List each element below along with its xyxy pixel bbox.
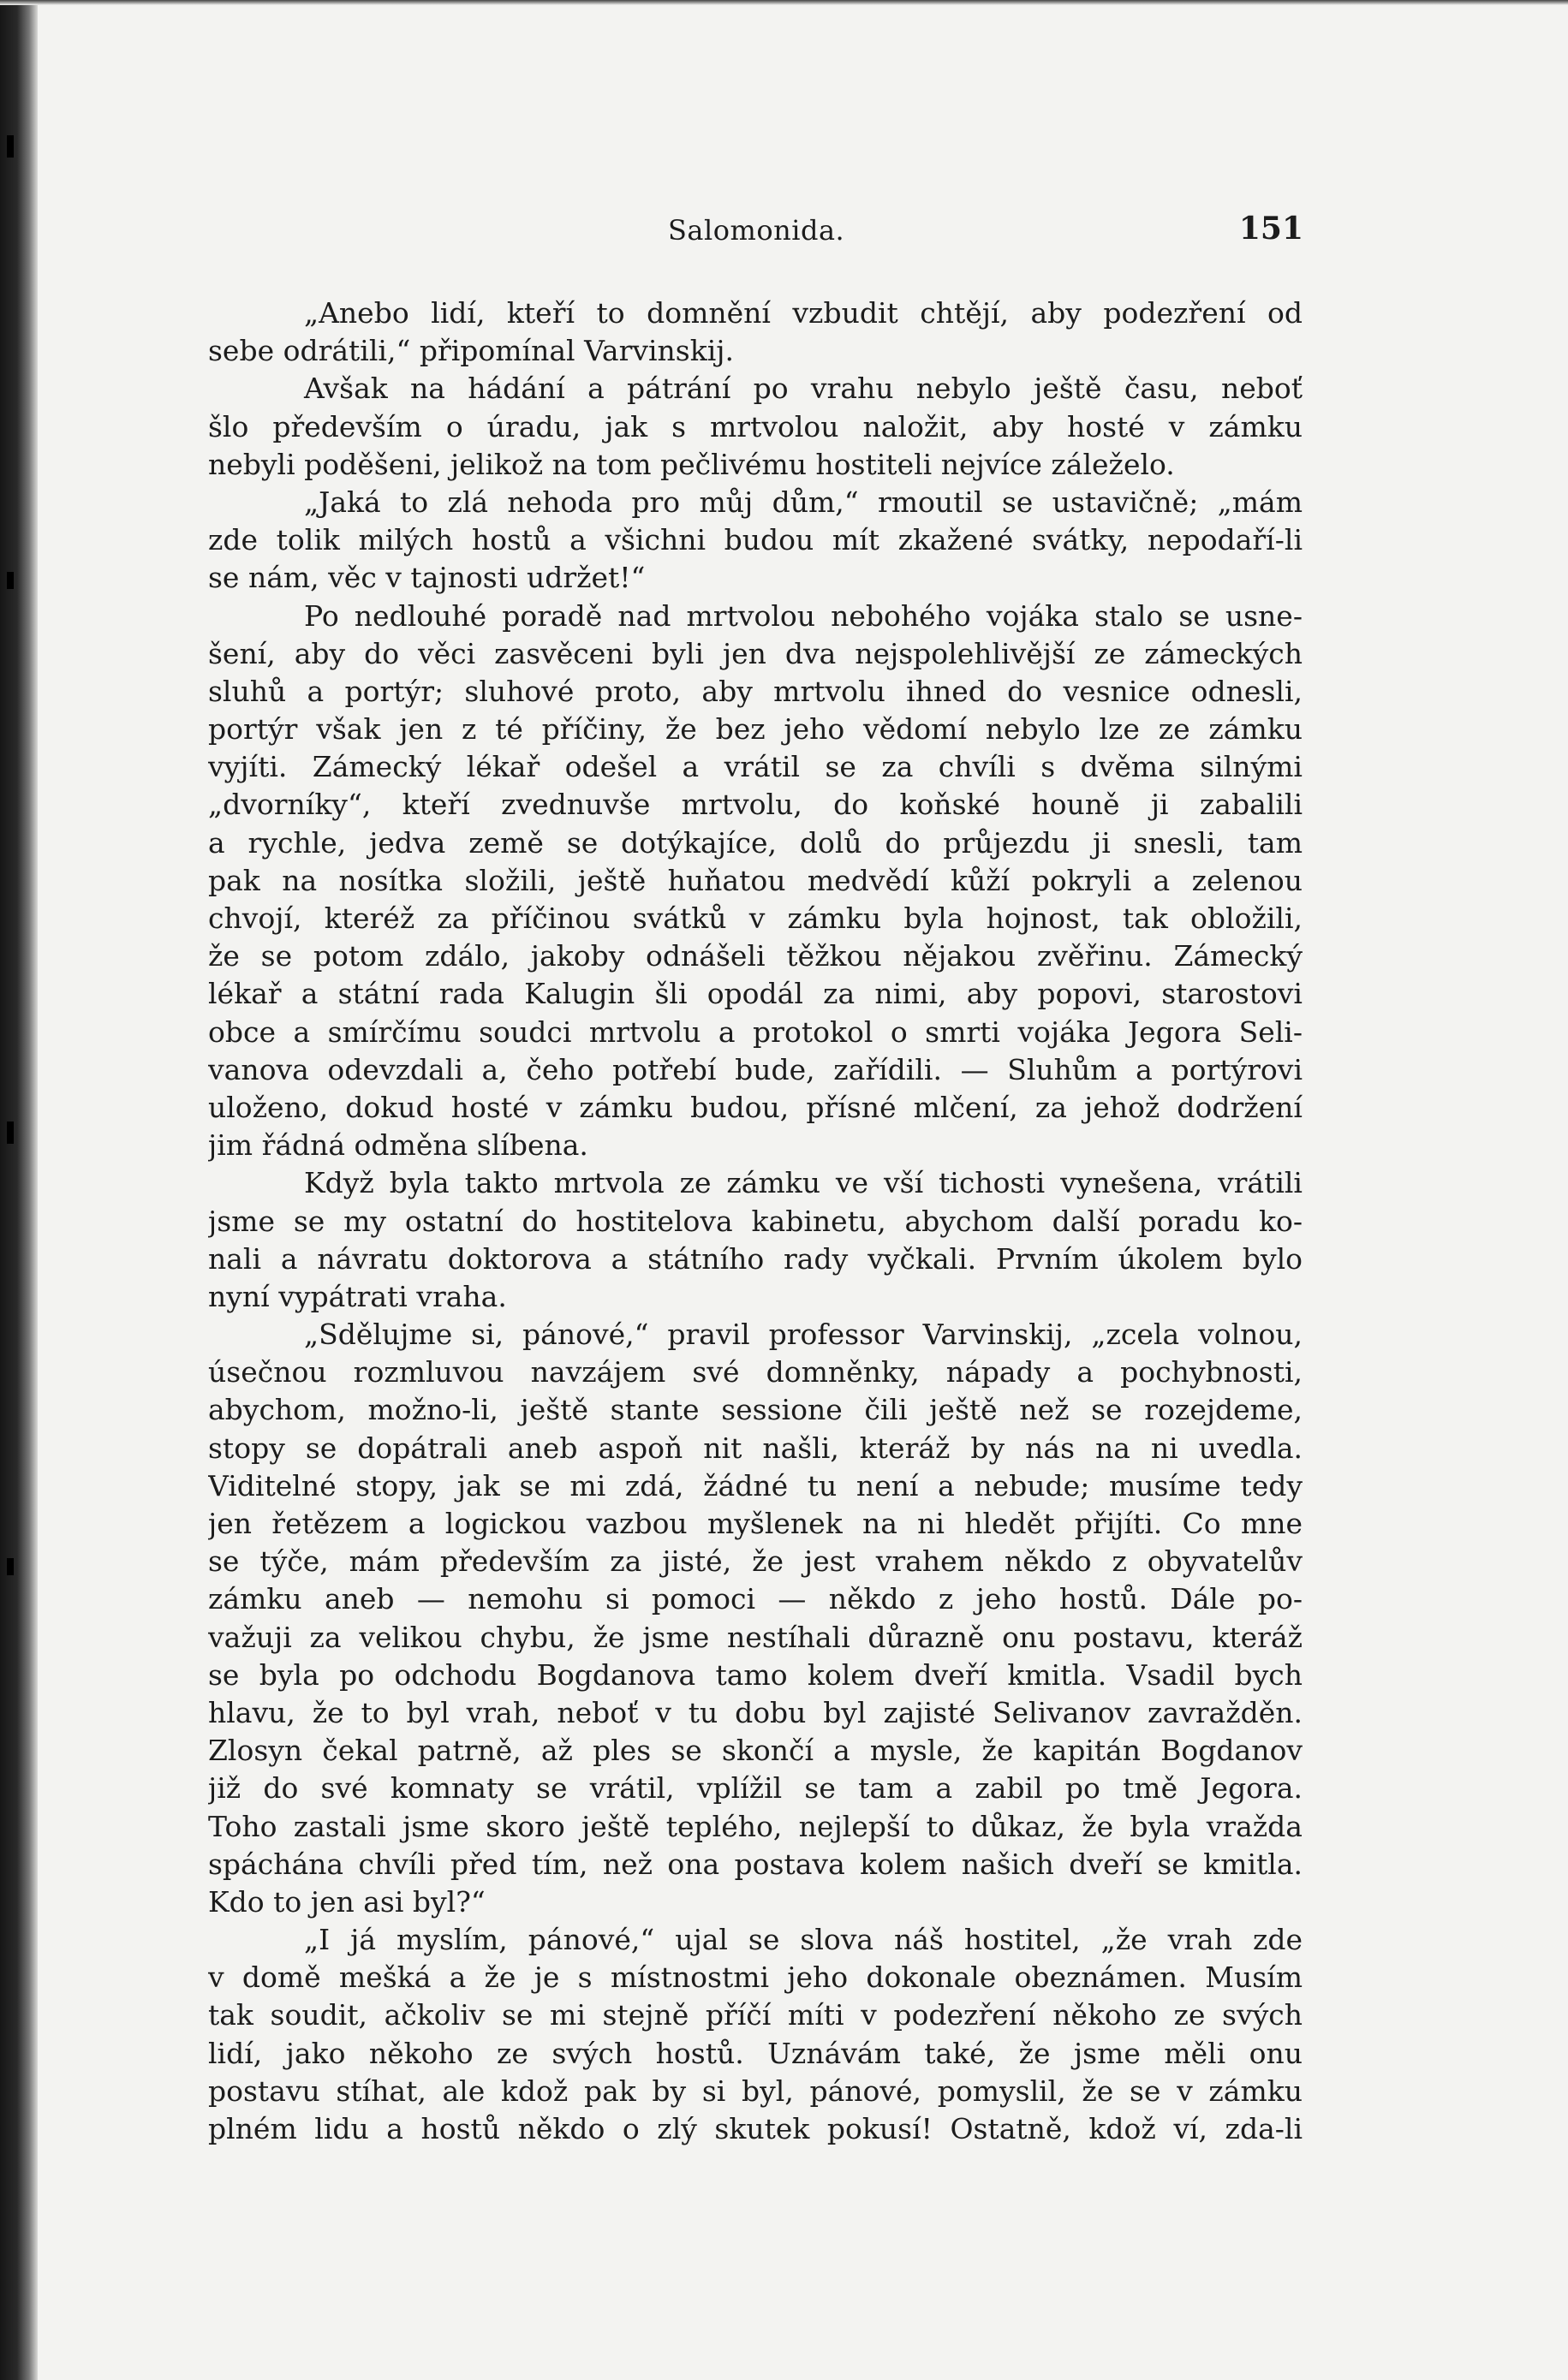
text-line: „Anebo lidí, kteří to domnění vzbudit chtějí, aby podezření od	[304, 296, 1303, 330]
text-line: vanova odevzdali a, čeho potřebí bude, zařídili. — Sluhům a portýrovi	[208, 1052, 1303, 1086]
text-line: již do své komnaty se vrátil, vplížil se tam a zabil po tmě Jegora.	[208, 1771, 1303, 1806]
text-line: sebe odrátili,“ připomínal Varvinskij.	[208, 334, 734, 368]
text-line: zámku aneb — nemohu si pomoci — někdo z jeho hostů. Dále po-	[208, 1582, 1303, 1616]
text-line: postavu stíhat, ale kdož pak by si byl, pánové, pomyslil, že se v zámku	[208, 2074, 1303, 2108]
text-line: portýr však jen z té příčiny, že bez jeho vědomí nebylo lze ze zámku	[208, 712, 1303, 747]
scan-mark	[7, 1558, 14, 1575]
text-line: Kdo to jen asi byl?“	[208, 1884, 486, 1919]
text-line: tak soudit, ačkoliv se mi stejně příčí míti v podezření někoho ze svých	[208, 1998, 1303, 2032]
text-line: lidí, jako někoho ze svých hostů. Uznávám také, že jsme měli onu	[208, 2036, 1303, 2070]
text-line: jen řetězem a logickou vazbou myšlenek na ni hledět přijíti. Co mne	[208, 1507, 1303, 1540]
text-line: „Sdělujme si, pánové,“ pravil professor Varvinskij, „zcela volnou,	[304, 1318, 1303, 1352]
text-line: že se potom zdálo, jakoby odnášeli těžkou nějakou zvěřinu. Zámecký	[208, 939, 1303, 973]
scan-page-edge	[0, 0, 38, 2380]
text-line: Zlosyn čekal patrně, až ples se skončí a mysle, že kapitán Bogdanov	[208, 1734, 1303, 1768]
text-line: „I já myslím, pánové,“ ujal se slova náš hostitel, „že vrah zde	[304, 1923, 1303, 1957]
scan-mark	[7, 572, 14, 589]
scan-mark	[7, 135, 14, 158]
text-line: „dvorníky“, kteří zvednuvše mrtvolu, do koňské houně ji zabalili	[208, 788, 1303, 822]
text-line: plném lidu a hostů někdo o zlý skutek pokusí! Ostatně, kdož ví, zda-li	[208, 2112, 1303, 2145]
text-line: chvojí, kteréž za příčinou svátků v zámku byla hojnost, tak obložili,	[208, 901, 1303, 935]
text-line: vyjíti. Zámecký lékař odešel a vrátil se za chvíli s dvěma silnými	[208, 750, 1303, 784]
text-line: jim řádná odměna slíbena.	[208, 1128, 588, 1163]
text-line: zde tolik milých hostů a všichni budou mít zkažené svátky, nepodaří-li	[208, 523, 1303, 557]
running-title: Salomonida.	[668, 214, 845, 247]
text-line: úsečnou rozmluvou navzájem své domněnky, nápady a pochybnosti,	[208, 1355, 1303, 1389]
text-line: šení, aby do věci zasvěceni byli jen dva nejspolehlivější ze zámeckých	[208, 636, 1303, 670]
text-line: jsme se my ostatní do hostitelova kabinetu, abychom další poradu ko-	[208, 1204, 1303, 1238]
text-line: nebyli poděšeni, jelikož na tom pečlivému hostiteli nejvíce záleželo.	[208, 447, 1175, 481]
text-line: spáchána chvíli před tím, než ona postava kolem našich dveří se kmitla.	[208, 1847, 1303, 1881]
scan-mark	[7, 1122, 14, 1144]
text-line: važuji za velikou chybu, že jsme nestíhali důrazně onu postavu, kteráž	[208, 1620, 1303, 1654]
text-line: sluhů a portýr; sluhové proto, aby mrtvolu ihned do vesnice odnesli,	[208, 674, 1303, 708]
text-line: šlo především o úradu, jak s mrtvolou naložit, aby hosté v zámku	[208, 409, 1303, 443]
text-line: nali a návratu doktorova a státního rady vyčkali. Prvním úkolem bylo	[208, 1241, 1303, 1276]
text-line: abychom, možno-li, ještě stante sessione čili ještě než se rozejdeme,	[208, 1393, 1303, 1427]
text-line: lékař a státní rada Kalugin šli opodál za nimi, aby popovi, starostovi	[208, 977, 1303, 1011]
text-line: Viditelné stopy, jak se mi zdá, žádné tu není a nebude; musíme tedy	[208, 1468, 1303, 1502]
text-line: Toho zastali jsme skoro ještě teplého, nejlepší to důkaz, že byla vražda	[208, 1809, 1303, 1843]
body-text	[208, 295, 1303, 2148]
text-line: Avšak na hádání a pátrání po vrahu nebylo ještě času, neboť	[304, 372, 1303, 406]
text-line: se byla po odchodu Bogdanova tamo kolem dveří kmitla. Vsadil bych	[208, 1657, 1303, 1692]
text-line: v domě mešká a že je s místnostmi jeho dokonale obeznámen. Musím	[208, 1961, 1303, 1995]
text-line: a rychle, jedva země se dotýkajíce, dolů do průjezdu ji snesli, tam	[208, 825, 1303, 860]
text-line: stopy se dopátrali aneb aspoň nit našli, kteráž by nás na ni uvedla.	[208, 1431, 1303, 1465]
text-line: Když byla takto mrtvola ze zámku ve vší tichosti vynešena, vrátili	[304, 1166, 1303, 1200]
page-header	[0, 211, 1568, 257]
text-line: pak na nosítka složili, ještě huňatou medvědí kůží pokryli a zelenou	[208, 863, 1303, 897]
page-number: 151	[1238, 211, 1303, 247]
text-line: „Jaká to zlá nehoda pro můj dům,“ rmoutil se ustavičně; „mám	[304, 485, 1303, 519]
text-line: hlavu, že to byl vrah, neboť v tu dobu byl zajisté Selivanov zavražděn.	[208, 1695, 1303, 1729]
text-line: se nám, věc v tajnosti udržet!“	[208, 561, 646, 595]
text-line: se týče, mám především za jisté, že jest vrahem někdo z obyvatelův	[208, 1544, 1303, 1579]
text-line: nyní vypátrati vraha.	[208, 1279, 507, 1313]
text-line: uloženo, dokud hosté v zámku budou, přísné mlčení, za jehož dodržení	[208, 1090, 1303, 1124]
text-line: Po nedlouhé poradě nad mrtvolou nebohého vojáka stalo se usne-	[304, 598, 1303, 633]
text-line: obce a smírčímu soudci mrtvolu a protokol o smrti vojáka Jegora Seli-	[208, 1014, 1303, 1049]
scan-top-edge	[0, 0, 1568, 5]
